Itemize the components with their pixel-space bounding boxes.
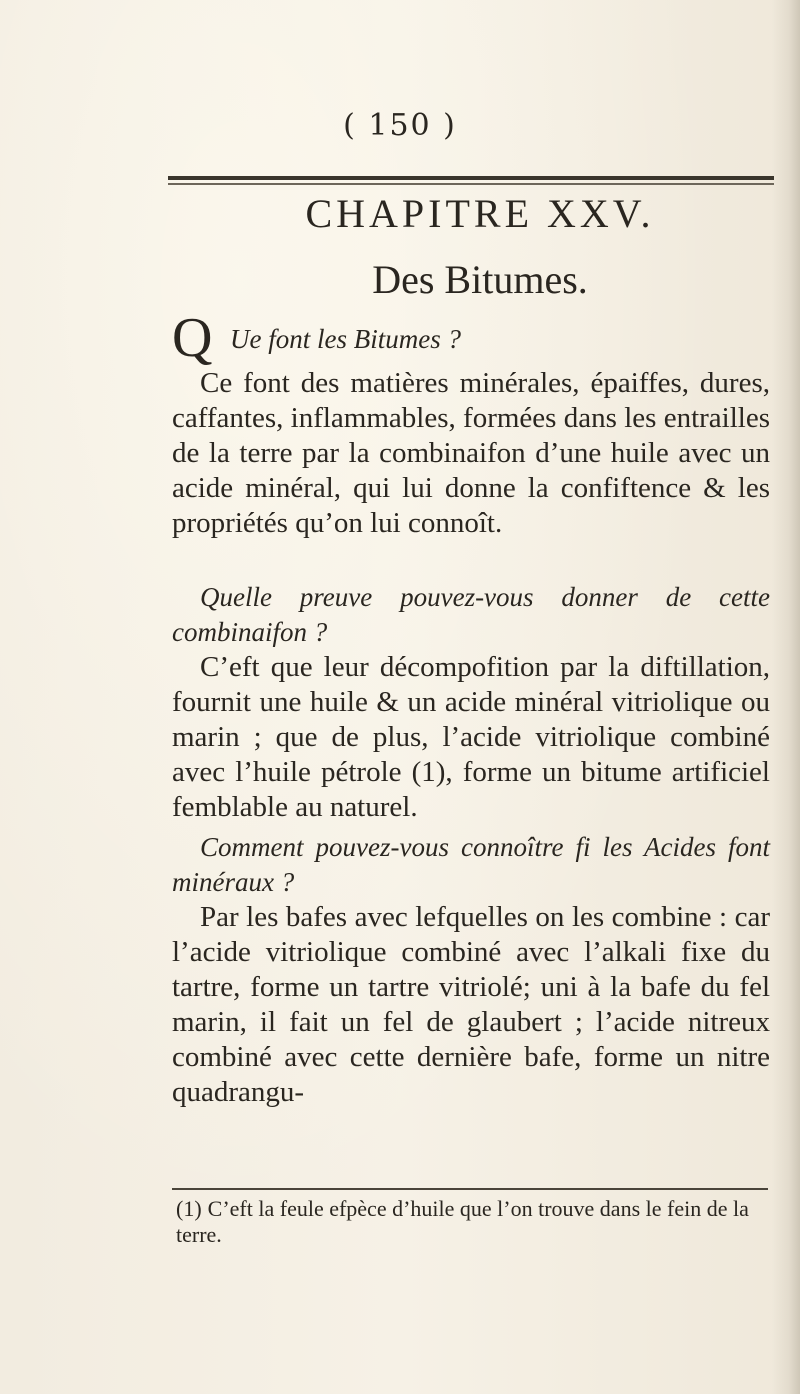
footnote-marker: (1)	[176, 1196, 202, 1221]
page-number: ( 150 )	[343, 108, 457, 143]
section-heading: Des Bitumes.	[372, 257, 588, 302]
footnote-rule	[172, 1188, 768, 1190]
header-rule	[168, 176, 774, 185]
first-question	[172, 307, 772, 369]
answer-paragraph-3: Par les bafes avec lefquelles on les combine : car l’acide vitriolique combiné avec l’alkali fixe du tartre, forme un tartre vitriolé; uni à la bafe du fel marin, il fait un fel de glaubert ; l’acide nitreux combiné avec cette dernière bafe, forme un nitre quadrangu-	[172, 901, 770, 1108]
footnote-text: C’eft la feule efpèce d’huile que l’on trouve dans le fein de la terre.	[176, 1196, 749, 1247]
drop-cap-letter: Q	[172, 307, 213, 369]
chapter-heading: CHAPITRE XXV.	[305, 191, 655, 236]
question-paragraph-3: Comment pouvez-vous connoître fi les Acides font minéraux ?	[172, 832, 770, 897]
answer-paragraph-1: Ce font des matières minérales, épaiffes, dures, caffantes, inflammables, formées dans les entrailles de la terre par la combinaifon d’une huile avec un acide minéral, qui lui donne la confiftence & les propriétés qu’on lui connoît.	[172, 367, 770, 539]
question-paragraph-2: Quelle preuve pouvez-vous donner de cette combinaifon ?	[172, 582, 770, 647]
question-text: Ue font les Bitumes ?	[230, 324, 461, 354]
answer-paragraph-2: C’eft que leur décompofition par la diftillation, fournit une huile & un acide minéral vitriolique ou marin ; que de plus, l’acide vitriolique combiné avec l’huile pétrole (1), forme un bitume artificiel femblable au naturel.	[172, 651, 770, 823]
footnote	[176, 1196, 772, 1248]
